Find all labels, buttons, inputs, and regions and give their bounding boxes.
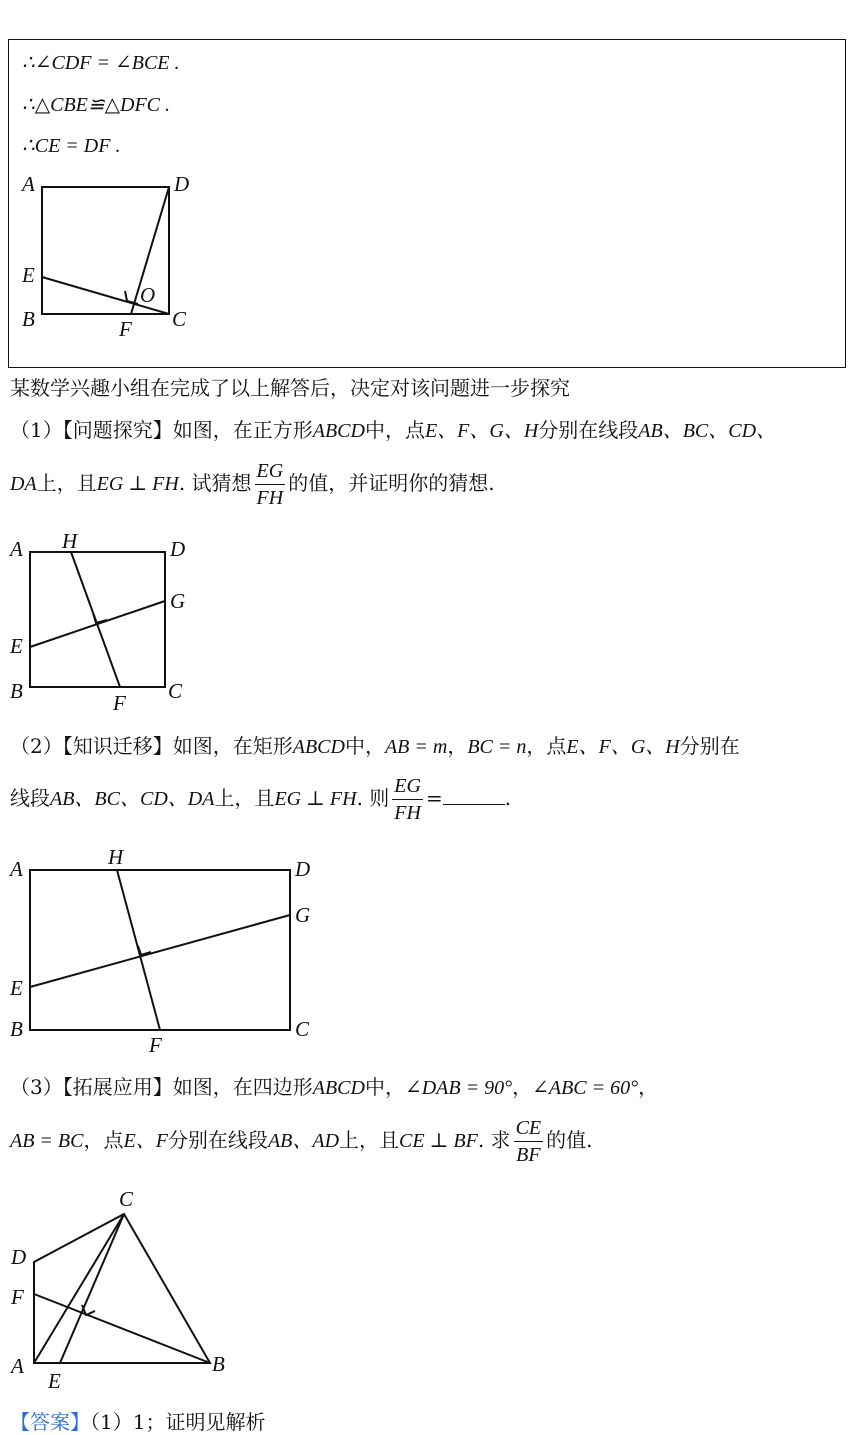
right-angle-mark	[93, 613, 107, 623]
q1-line2-c: 的值，并证明你的猜想.	[288, 471, 495, 495]
q2-frac-num: EG	[392, 773, 423, 800]
q2-line-2	[10, 773, 511, 826]
q2-points: E、F、G、H	[566, 736, 680, 758]
q3-points: E、F	[123, 1130, 168, 1152]
label-a: A	[22, 172, 35, 196]
label-a: A	[10, 857, 23, 881]
segment-eg	[30, 915, 290, 987]
q2-equals: =	[425, 786, 443, 810]
label-f: F	[149, 1033, 162, 1057]
label-d: D	[170, 537, 186, 561]
q2-line2-a: 线段	[10, 786, 50, 810]
square-outline	[30, 552, 165, 687]
q3-line-1	[10, 1071, 658, 1100]
q2-condition: EG ⊥ FH	[274, 788, 357, 810]
q2-answer-blank[interactable]	[443, 786, 505, 805]
q1-segs: AB、BC、CD、	[638, 420, 777, 442]
segment-ce	[60, 1214, 124, 1363]
q3-line2-c: 上，且	[339, 1128, 400, 1152]
q3-line2-a: ，点	[83, 1128, 124, 1152]
q3-line2-e: 的值.	[546, 1128, 593, 1152]
label-e: E	[48, 1369, 61, 1393]
q3-prefix: （3）【拓展应用】如图，在四边形	[10, 1075, 313, 1099]
label-f: F	[11, 1285, 24, 1309]
q2-mid: 中，	[344, 734, 385, 758]
q3-condition: CE ⊥ BF	[399, 1130, 478, 1152]
q2-quad: ABCD	[292, 736, 345, 758]
q1-line2-b: . 试猜想	[178, 471, 252, 495]
label-a: A	[10, 537, 23, 561]
q2-line2-c: . 则	[356, 786, 390, 810]
label-f: F	[119, 317, 132, 341]
figure-q1-square	[8, 529, 185, 715]
q2-segs: AB、BC、CD、DA	[50, 788, 215, 810]
label-e: E	[10, 634, 23, 658]
q3-line2-d: . 求	[477, 1128, 511, 1152]
answer-tag: 【答案】	[10, 1410, 90, 1434]
q2-line-1	[10, 730, 740, 759]
q3-sep2: ，	[638, 1075, 659, 1099]
quadrilateral-outline	[34, 1214, 210, 1363]
label-b: B	[10, 1017, 23, 1041]
q1-line-1	[10, 414, 776, 443]
answer-line	[10, 1406, 265, 1435]
solution-line-2: ∴△CBE≌△DFC .	[22, 94, 171, 116]
figure-q2-rectangle	[8, 845, 310, 1057]
label-g: G	[170, 589, 186, 613]
q3-frac-den: BF	[516, 1144, 541, 1166]
segment-fb	[34, 1294, 210, 1363]
q3-cond2: ∠ABC = 60°	[532, 1077, 639, 1099]
q2-frac-den: FH	[394, 802, 421, 824]
label-e: E	[22, 263, 35, 287]
q2-prefix: （2）【知识迁移】如图，在矩形	[10, 734, 293, 758]
q1-prefix: （1）【问题探究】如图，在正方形	[10, 418, 313, 442]
q2-sep: ，	[447, 734, 468, 758]
q3-cond1: ∠DAB = 90°	[404, 1077, 513, 1099]
q2-cond1: AB = m	[384, 736, 448, 758]
label-h: H	[62, 529, 78, 553]
label-d: D	[174, 172, 190, 196]
q3-frac-num: CE	[514, 1115, 544, 1142]
q1-line-2	[10, 458, 495, 511]
q2-tail: 分别在	[679, 734, 740, 758]
label-c: C	[172, 307, 187, 331]
q3-line-2	[10, 1115, 592, 1168]
q1-mid: 中，点	[364, 418, 425, 442]
solution-line-3: ∴CE = DF .	[22, 135, 121, 157]
label-f: F	[113, 691, 126, 715]
figure-q3-quadrilateral	[9, 1187, 225, 1393]
intro-text: 某数学兴趣小组在完成了以上解答后，决定对该问题进一步探究	[10, 376, 570, 400]
label-e: E	[10, 976, 23, 1000]
label-b: B	[22, 307, 35, 331]
answer-text: （1）1；证明见解析	[90, 1410, 266, 1434]
q1-line2-a: 上，且	[36, 471, 97, 495]
q1-line2-start: DA	[10, 473, 37, 495]
segment-eg	[30, 601, 165, 647]
q3-fraction	[514, 1115, 544, 1168]
label-c: C	[295, 1017, 310, 1041]
q1-fraction	[255, 458, 286, 511]
q2-end: .	[504, 786, 512, 810]
q1-points: E、F、G、H	[424, 420, 539, 442]
q2-cond2: BC = n	[467, 736, 527, 758]
q3-sep: ，	[512, 1075, 533, 1099]
label-h: H	[108, 845, 124, 869]
q1-mid2: 分别在线段	[538, 418, 639, 442]
q3-line2-cond: AB = BC	[10, 1130, 84, 1152]
label-d: D	[11, 1245, 27, 1269]
q3-line2-b: 分别在线段	[167, 1128, 268, 1152]
q1-condition: EG ⊥ FH	[96, 473, 179, 495]
label-g: G	[295, 903, 311, 927]
label-b: B	[212, 1352, 225, 1376]
q1-quad: ABCD	[312, 420, 365, 442]
q2-line2-b: 上，且	[214, 786, 275, 810]
label-c: C	[119, 1187, 134, 1211]
label-d: D	[295, 857, 311, 881]
label-c: C	[168, 679, 183, 703]
segment-ca	[34, 1214, 124, 1363]
label-a: A	[11, 1354, 24, 1378]
q3-segs: AB、AD	[267, 1130, 340, 1152]
q2-fraction	[392, 773, 423, 826]
q1-frac-den: FH	[256, 487, 284, 509]
solution-line-1: ∴∠CDF = ∠BCE .	[22, 52, 180, 74]
q3-quad: ABCD	[312, 1077, 365, 1099]
label-b: B	[10, 679, 23, 703]
q2-mid2: ，点	[526, 734, 567, 758]
q1-frac-num: EG	[255, 458, 286, 485]
figure-box-square	[20, 172, 189, 341]
q3-mid: 中，	[364, 1075, 405, 1099]
label-o: O	[140, 283, 156, 307]
